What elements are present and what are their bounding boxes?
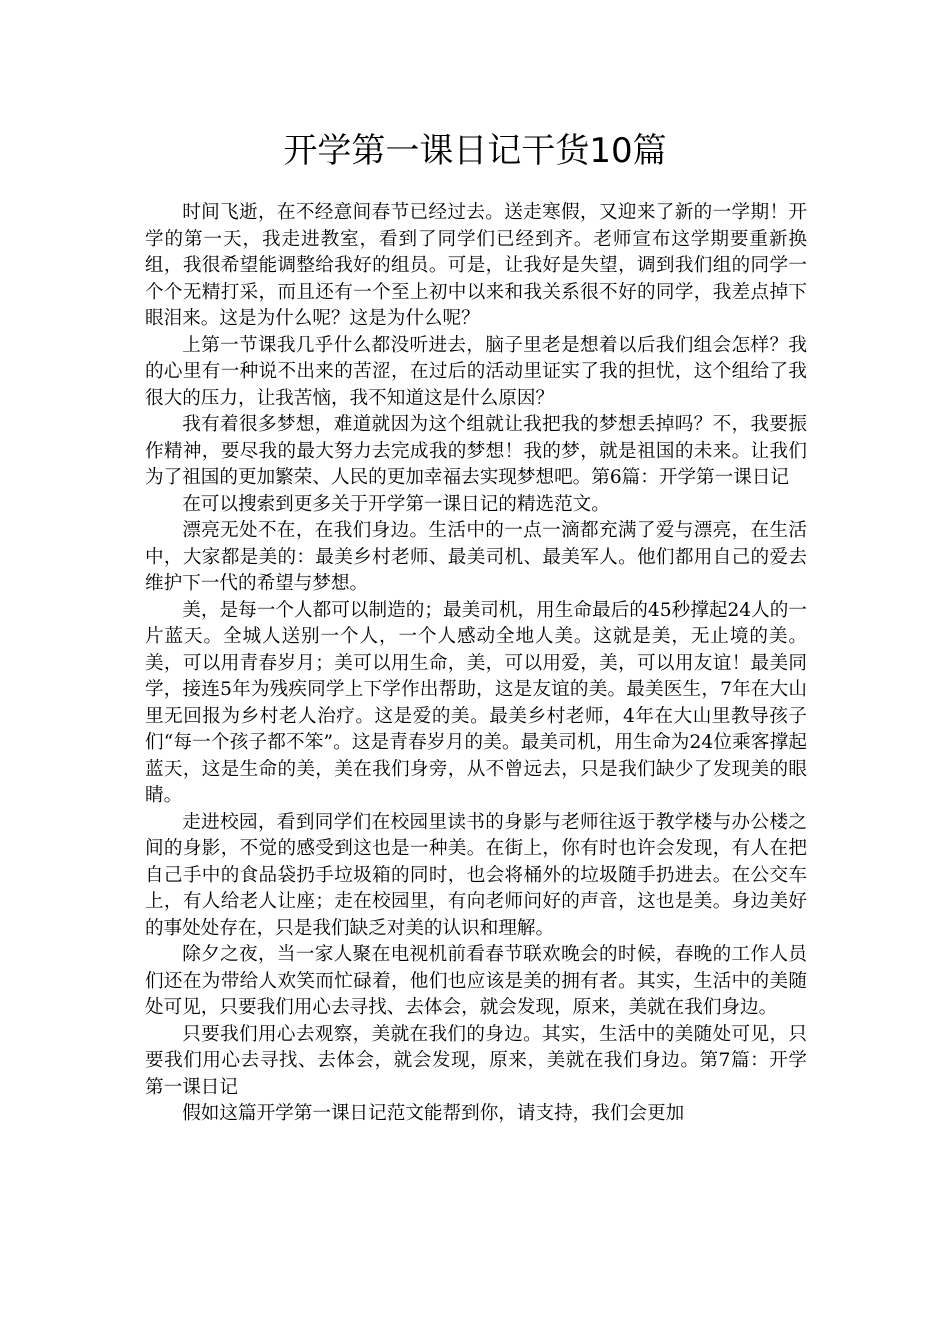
paragraph: 除夕之夜，当一家人聚在电视机前看春节联欢晚会的时候，春晚的工作人员们还在为带给人欢笑而忙碌着，他们也应该是美的拥有者。其实，生活中的美随处可见，只要我们用心去寻找、去体会，就会发现，原来，美就在我们身边。 (145, 944, 807, 1018)
paragraph: 漂亮无处不在，在我们身边。生活中的一点一滴都充满了爱与漂亮，在生活中，大家都是美的：最美乡村老师、最美司机、最美军人。他们都用自己的爱去维护下一代的希望与梦想。 (145, 520, 807, 594)
paragraph: 上第一节课我几乎什么都没听进去，脑子里老是想着以后我们组会怎样？我的心里有一种说不出来的苦涩，在过后的活动里证实了我的担忧，这个组给了我很大的压力，让我苦恼，我不知道这是什么原因？ (145, 334, 807, 409)
paragraph: 只要我们用心去观察，美就在我们的身边。其实，生活中的美随处可见，只要我们用心去寻找、去体会，就会发现，原来，美就在我们身边。第7篇：开学第一课日记 (145, 1023, 807, 1098)
paragraph: 时间飞逝，在不经意间春节已经过去。送走寒假，又迎来了新的一学期！开学的第一天，我走进教室，看到了同学们已经到齐。老师宣布这学期要重新换组，我很希望能调整给我好的组员。可是，让我好是失望，调到我们组的同学一个个无精打采，而且还有一个至上初中以来和我关系很不好的同学，我差点掉下眼泪来。这是为什么呢？这是为什么呢？ (145, 202, 807, 329)
paragraph: 走进校园，看到同学们在校园里读书的身影与老师往返于教学楼与办公楼之间的身影，不觉的感受到这也是一种美。在街上，你有时也许会发现，有人在把自己手中的食品袋扔手垃圾箱的同时，也会将桶外的垃圾随手扔进去。在公交车上，有人给老人让座；走在校园里，有向老师问好的声音，这也是美。身边美好的事处处存在，只是我们缺乏对美的认识和理解。 (145, 811, 807, 939)
document-body (145, 200, 807, 1128)
paragraph: 美，是每一个人都可以制造的；最美司机，用生命最后的45秒撑起24人的一片蓝天。全城人送别一个人，一个人感动全地人美。这就是美，无止境的美。美，可以用青春岁月；美可以用生命，美，可以用爱，美，可以用友谊！最美同学，接连5年为残疾同学上下学作出帮助，这是友谊的美。最美医生，7年在大山里无回报为乡村老人治疗。这是爱的美。最美乡村老师，4年在大山里教导孩子们“每一个孩子都不笨”。这是青春岁月的美。最美司机，用生命为24位乘客撑起蓝天，这是生命的美，美在我们身旁，从不曾远去，只是我们缺少了发现美的眼睛。 (145, 599, 807, 806)
paragraph: 我有着很多梦想，难道就因为这个组就让我把我的梦想丢掉吗？不，我要振作精神，要尽我的最大努力去完成我的梦想！我的梦，就是祖国的未来。让我们为了祖国的更加繁荣、人民的更加幸福去实现梦想吧。第6篇：开学第一课日记 (145, 414, 807, 488)
paragraph: 在可以搜索到更多关于开学第一课日记的精选范文。 (182, 493, 610, 515)
paragraph: 假如这篇开学第一课日记范文能帮到你，请支持，我们会更加 (182, 1103, 685, 1124)
page-title: 开学第一课日记干货10篇 (283, 131, 667, 171)
